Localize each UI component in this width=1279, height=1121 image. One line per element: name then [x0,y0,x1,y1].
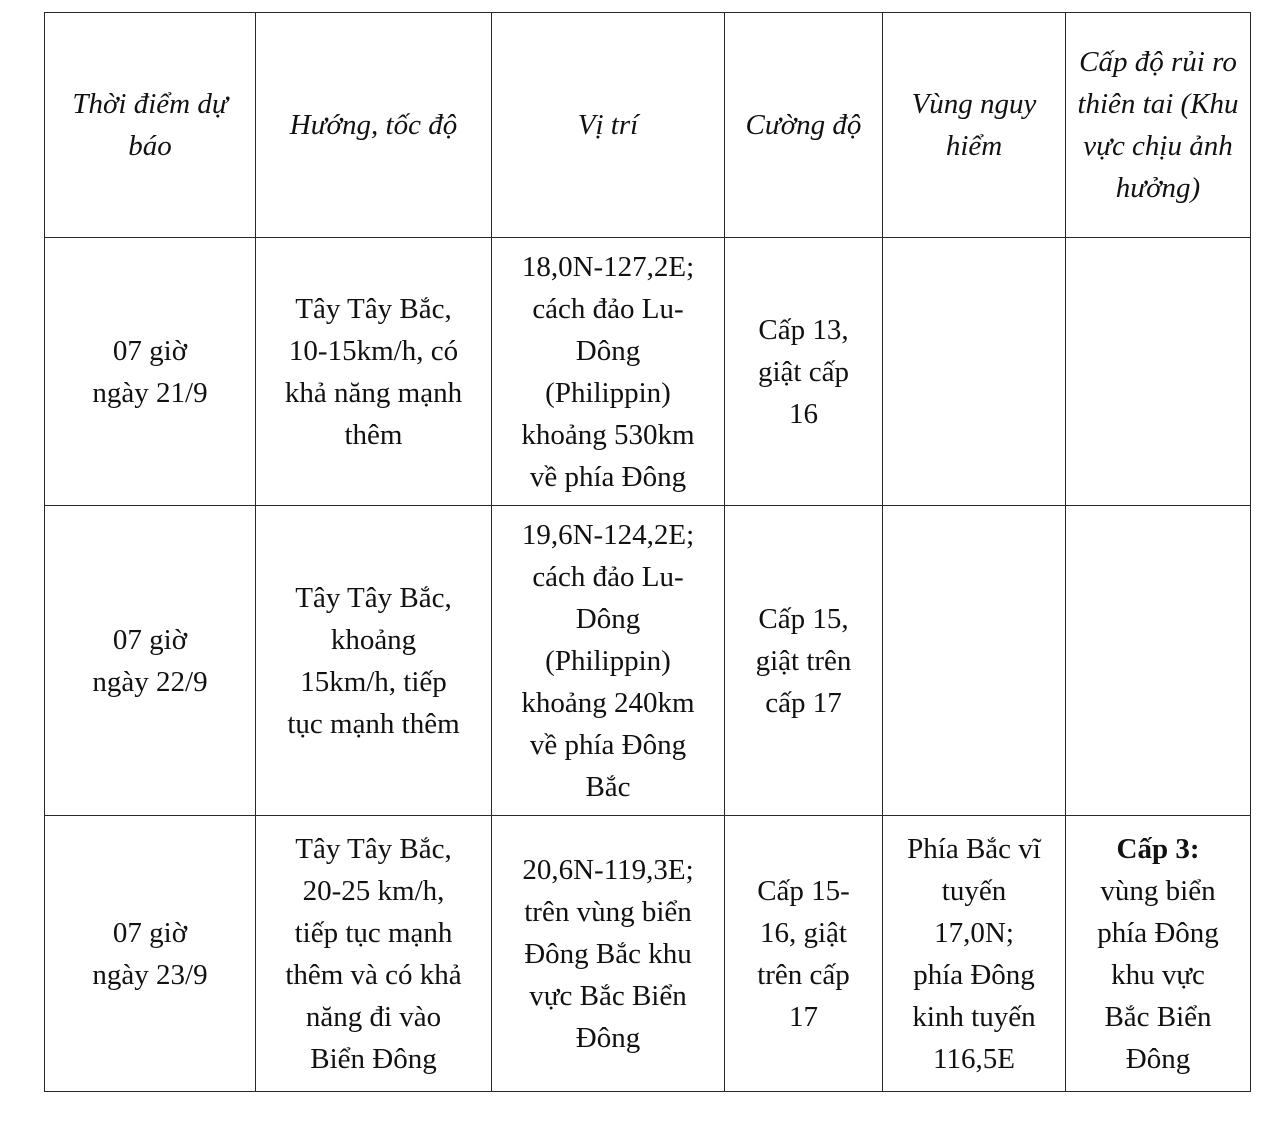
cell-danger-zone [883,506,1066,816]
risk-level-label: Cấp 3: [1116,832,1200,865]
cell-position: 19,6N-124,2E; cách đảo Lu- Dông (Philippin) khoảng 240km về phía Đông Bắc [492,506,725,816]
cell-danger-zone [883,238,1066,506]
cell-position: 20,6N-119,3E; trên vùng biển Đông Bắc khu vực Bắc Biển Đông [492,816,725,1092]
cell-position: 18,0N-127,2E; cách đảo Lu- Dông (Philippin) khoảng 530km về phía Đông [492,238,725,506]
table-row [45,238,1251,506]
table-row [45,816,1251,1092]
table-row [45,506,1251,816]
cell-intensity: Cấp 15, giật trên cấp 17 [725,506,883,816]
cell-risk-level [1066,816,1251,1092]
header-direction-speed: Hướng, tốc độ [256,13,492,238]
cell-intensity: Cấp 15- 16, giật trên cấp 17 [725,816,883,1092]
storm-forecast-table [44,12,1251,1092]
header-danger-zone: Vùng nguy hiểm [883,13,1066,238]
cell-time: 07 giờ ngày 21/9 [45,238,256,506]
cell-time: 07 giờ ngày 22/9 [45,506,256,816]
cell-danger-zone: Phía Bắc vĩ tuyến 17,0N; phía Đông kinh tuyến 116,5E [883,816,1066,1092]
header-row [45,13,1251,238]
cell-risk-level [1066,506,1251,816]
risk-level-area: vùng biển phía Đông khu vực Bắc Biển Đông [1097,874,1219,1075]
header-forecast-time: Thời điểm dự báo [45,13,256,238]
cell-direction: Tây Tây Bắc, khoảng 15km/h, tiếp tục mạnh thêm [256,506,492,816]
cell-time: 07 giờ ngày 23/9 [45,816,256,1092]
cell-risk-level [1066,238,1251,506]
header-position: Vị trí [492,13,725,238]
header-risk-level: Cấp độ rủi ro thiên tai (Khu vực chịu ảnh hưởng) [1066,13,1251,238]
cell-intensity: Cấp 13, giật cấp 16 [725,238,883,506]
cell-direction: Tây Tây Bắc, 20-25 km/h, tiếp tục mạnh thêm và có khả năng đi vào Biển Đông [256,816,492,1092]
header-intensity: Cường độ [725,13,883,238]
cell-direction: Tây Tây Bắc, 10-15km/h, có khả năng mạnh thêm [256,238,492,506]
